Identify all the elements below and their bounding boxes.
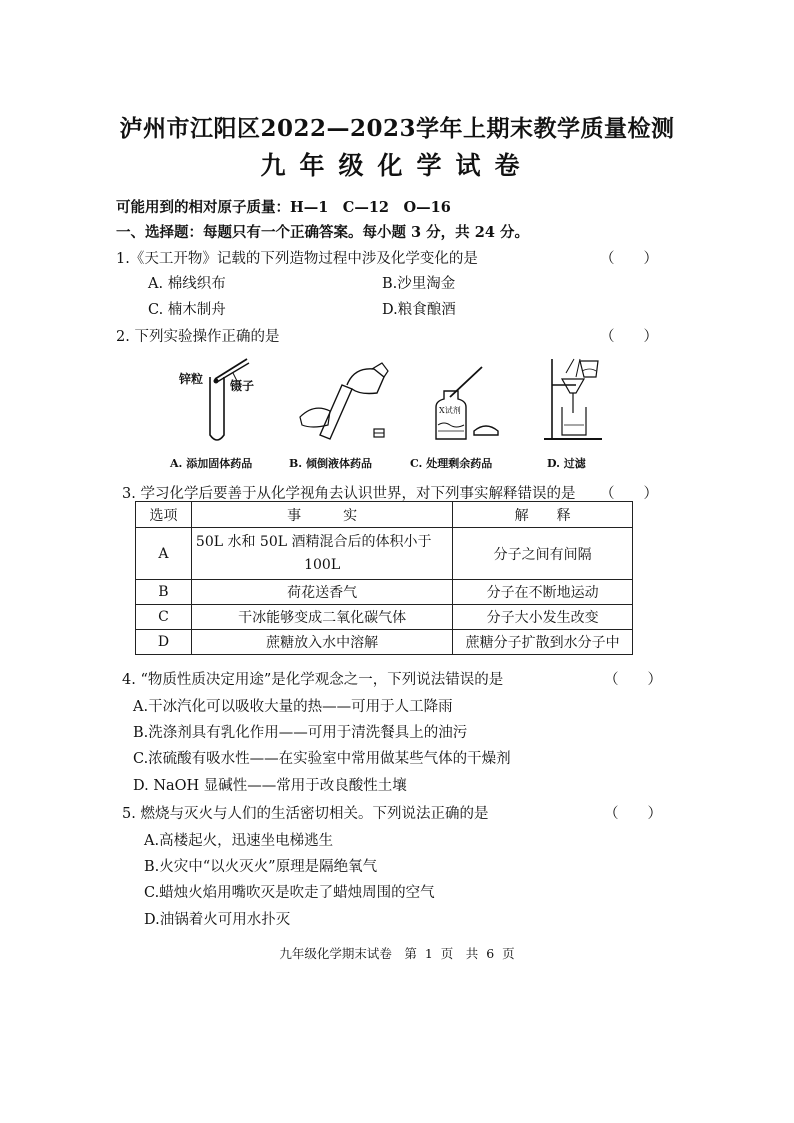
table-cell-explanation: 分子大小发生改变 — [453, 605, 633, 630]
atomic-mass-note: 可能用到的相对原子质量：H—1 C—12 O—16 — [116, 199, 451, 216]
table-row — [136, 630, 633, 655]
answer-blank: （ ） — [604, 806, 662, 822]
option-d: D. NaOH 显碱性——常用于改良酸性土壤 — [133, 778, 407, 794]
question-4-stem: 4. “物质性质决定用途”是化学观念之一，下列说法错误的是 — [122, 672, 504, 688]
fact-line-2: 100L — [304, 556, 341, 573]
table-cell-explanation: 蔗糖分子扩散到水分子中 — [453, 630, 633, 655]
question-3-stem: 3. 学习化学后要善于从化学视角去认识世界，对下列事实解释错误的是 — [122, 486, 576, 502]
exam-subtitle: 九年级化学试卷 — [260, 151, 534, 180]
table-row — [136, 605, 633, 630]
table-row — [136, 528, 633, 580]
option-b: B.火灾中“以火灭火”原理是隔绝氧气 — [144, 859, 378, 875]
table-cell-fact: 干冰能够变成二氧化碳气体 — [191, 605, 452, 630]
option-b: B.沙里淘金 — [382, 276, 456, 292]
table-header: 事 实 — [191, 502, 452, 528]
option-a: A.高楼起火，迅速坐电梯逃生 — [144, 833, 334, 849]
exam-title: 泸州市江阳区2022—2023学年上期末教学质量检测 — [119, 115, 675, 142]
figure-pour-liquid — [292, 355, 402, 450]
pouring-bottle-icon — [292, 355, 402, 450]
caption-b: B. 倾倒液体药品 — [289, 457, 372, 470]
option-d: D.油锅着火可用水扑灭 — [144, 912, 291, 928]
option-d: D.粮食酿酒 — [382, 302, 456, 318]
fact-explanation-table — [135, 501, 633, 655]
table-cell-option: B — [136, 580, 192, 605]
figure-leftover-reagent — [420, 355, 520, 450]
caption-c: C. 处理剩余药品 — [410, 457, 493, 470]
table-row — [136, 580, 633, 605]
answer-blank: （ ） — [604, 672, 662, 688]
table-cell-explanation: 分子之间有间隔 — [453, 528, 633, 580]
table-cell-option: A — [136, 528, 192, 580]
question-1-stem: 1.《天工开物》记载的下列造物过程中涉及化学变化的是 — [116, 251, 478, 267]
reagent-label: X试剂 — [439, 406, 461, 415]
option-c: C.蜡烛火焰用嘴吹灭是吹走了蜡烛周围的空气 — [144, 885, 435, 901]
table-header: 选项 — [136, 502, 192, 528]
option-a: A. 棉线织布 — [148, 276, 226, 292]
figure-add-solid — [175, 355, 275, 450]
test-tube-tweezers-icon — [175, 355, 275, 450]
caption-a: A. 添加固体药品 — [170, 457, 253, 470]
answer-blank: （ ） — [600, 251, 658, 267]
table-cell-explanation: 分子在不断地运动 — [453, 580, 633, 605]
answer-blank: （ ） — [600, 329, 658, 345]
option-c: C.浓硫酸有吸水性——在实验室中常用做某些气体的干燥剂 — [133, 751, 511, 767]
option-a: A.干冰汽化可以吸收大量的热——可用于人工降雨 — [133, 699, 453, 715]
question-5-stem: 5. 燃烧与灭火与人们的生活密切相关。下列说法正确的是 — [122, 806, 489, 822]
zinc-label: 锌粒 — [179, 372, 204, 386]
figure-filtration — [540, 355, 620, 450]
table-header-row — [136, 502, 633, 528]
reagent-bottle-icon — [420, 355, 520, 450]
fact-line-1: 50L 水和 50L 酒精混合后的体积小于 — [195, 533, 432, 550]
option-b: B.洗涤剂具有乳化作用——可用于清洗餐具上的油污 — [133, 725, 468, 741]
table-cell-option: D — [136, 630, 192, 655]
table-cell-fact — [191, 528, 452, 580]
option-c: C. 楠木制舟 — [148, 302, 226, 318]
table-cell-fact: 荷花送香气 — [191, 580, 452, 605]
table-cell-fact: 蔗糖放入水中溶解 — [191, 630, 452, 655]
question-2-stem: 2. 下列实验操作正确的是 — [116, 329, 280, 345]
section-heading: 一、选择题：每题只有一个正确答案。每小题 3 分，共 24 分。 — [116, 224, 529, 241]
filtration-apparatus-icon — [540, 355, 620, 450]
answer-blank: （ ） — [600, 486, 658, 502]
page-footer: 九年级化学期末试卷 第 1 页 共 6 页 — [279, 946, 515, 961]
table-cell-option: C — [136, 605, 192, 630]
table-header: 解 释 — [453, 502, 633, 528]
tweezers-label: 镊子 — [230, 379, 255, 393]
caption-d: D. 过滤 — [547, 457, 586, 470]
